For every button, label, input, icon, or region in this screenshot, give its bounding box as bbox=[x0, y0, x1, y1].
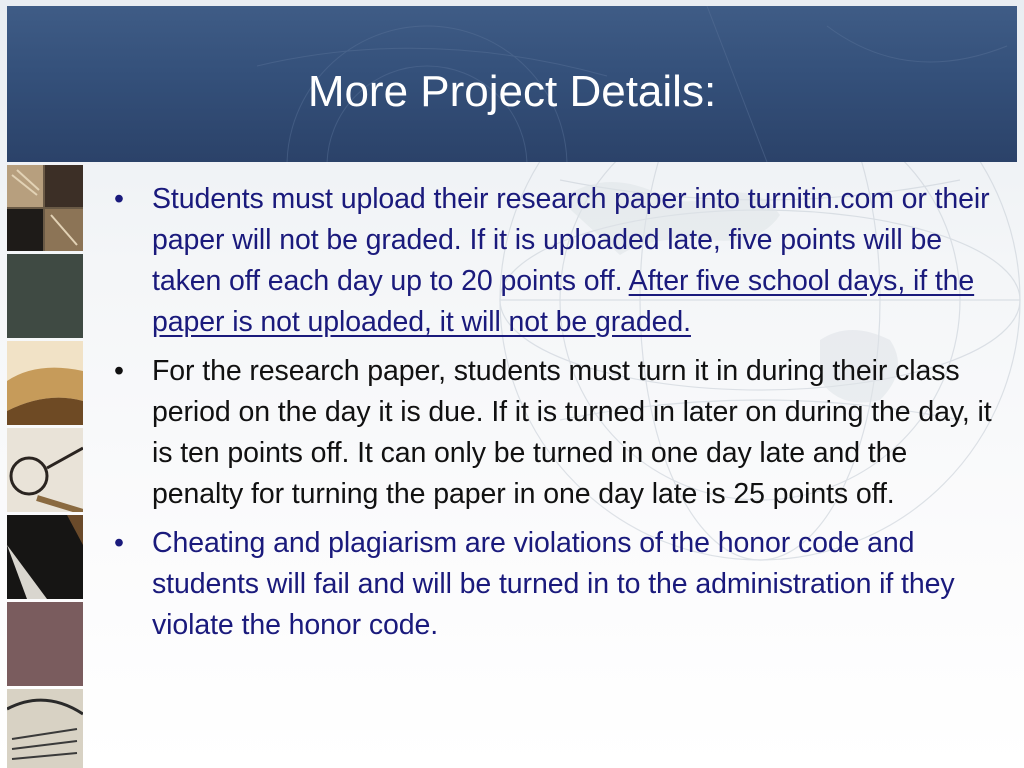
open-book-photo-tile bbox=[7, 341, 83, 425]
bullet-symbol: • bbox=[114, 355, 124, 387]
slide-title: More Project Details: bbox=[307, 67, 717, 116]
title-bar bbox=[7, 6, 1017, 162]
mauve-tile bbox=[7, 602, 83, 686]
bullet-text: Students must upload their research paper into turnitin.com or their paper will not be graded. If it is uploaded late, five points will be taken off each day up to 20 points off. bbox=[152, 183, 990, 297]
photo-strip bbox=[7, 165, 83, 768]
bullet-text: Cheating and plagiarism are violations of the honor code and students will fail and will be turned in to the administration if they violate the honor code. bbox=[152, 527, 955, 641]
glasses-photo-tile bbox=[7, 428, 83, 512]
underlined-deadline-text: After five school days, if the paper is not uploaded, it will not be graded. bbox=[152, 265, 975, 338]
papers-photo-tile bbox=[7, 165, 83, 251]
dark-green-tile bbox=[7, 254, 83, 338]
bullet-symbol: • bbox=[114, 527, 124, 559]
bullet-text: For the research paper, students must turn it in during their class period on the day it is due. If it is turned in later on during the day, it is ten points off. It can only be turned in one day late and the penalty for turning the paper in one day late is 25 points off. bbox=[152, 355, 992, 510]
bullet-symbol: • bbox=[114, 183, 124, 215]
bullet-list bbox=[114, 179, 994, 654]
notes-photo-tile bbox=[7, 689, 83, 768]
bullet-item bbox=[114, 179, 994, 343]
bullet-item bbox=[114, 351, 994, 515]
pen-photo-tile bbox=[7, 515, 83, 599]
bullet-item bbox=[114, 523, 994, 646]
